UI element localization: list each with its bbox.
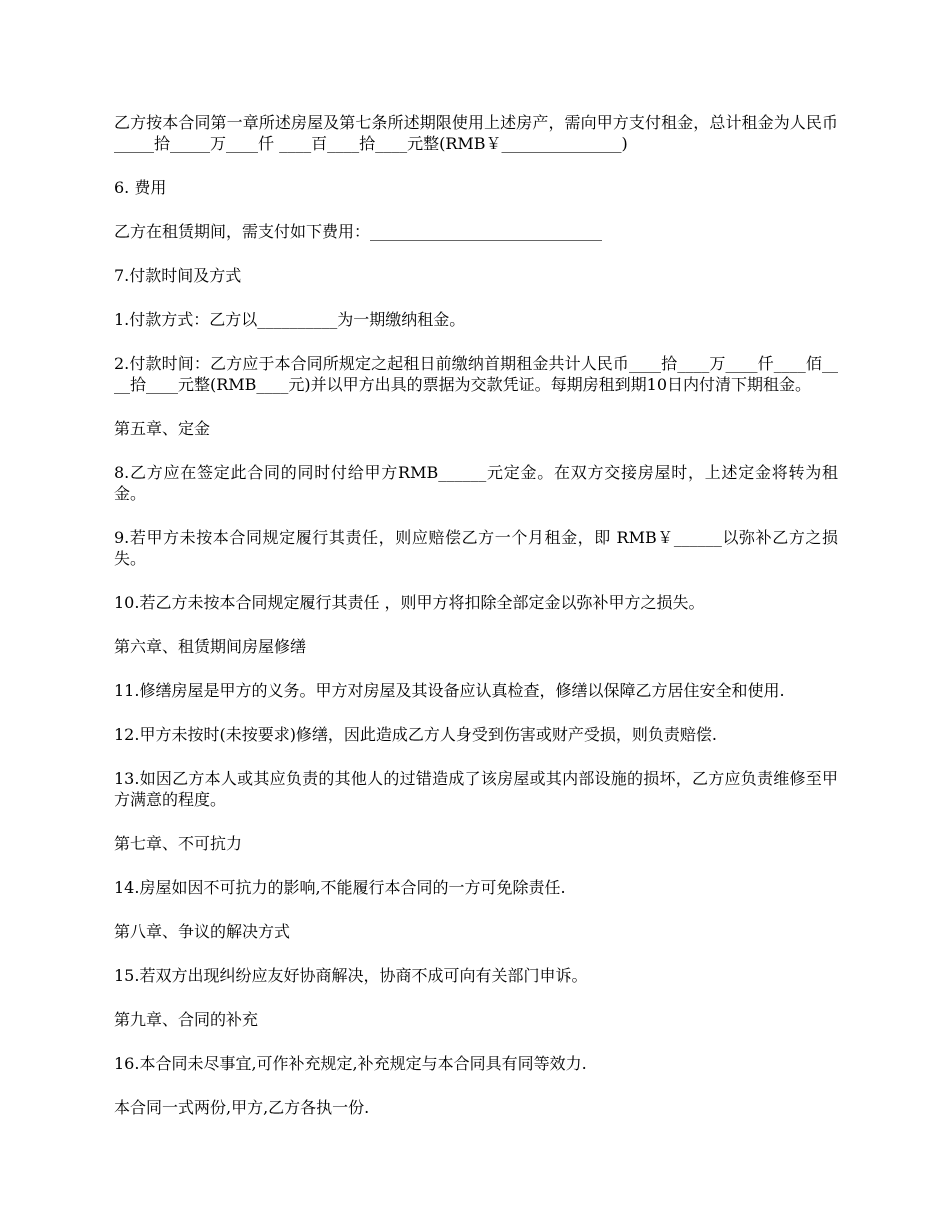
clause-8-paragraph: 8.乙方应在签定此合同的同时付给甲方RMB______元定金。在双方交接房屋时，上述定金将转为租金。	[114, 463, 838, 503]
chapter-heading-force-majeure: 第七章、不可抗力	[114, 834, 243, 853]
clause-13-paragraph: 13.如因乙方本人或其应负责的其他人的过错造成了该房屋或其内部设施的损坏，乙方应负责维修至甲方满意的程度。	[114, 769, 838, 809]
fees-paragraph: 乙方在租赁期间，需支付如下费用：_____________________________	[114, 222, 603, 241]
rent-total-paragraph: 乙方按本合同第一章所述房屋及第七条所述期限使用上述房产，需向甲方支付租金，总计租金为人民币_____拾_____万____仟 ____百____拾____元整(RMB￥_______________)	[114, 113, 838, 153]
chapter-heading-repairs: 第六章、租赁期间房屋修缮	[114, 637, 307, 656]
section-heading-payment: 7.付款时间及方式	[114, 266, 242, 285]
clause-11-paragraph: 11.修缮房屋是甲方的义务。甲方对房屋及其设备应认真检查，修缮以保障乙方居住安全和使用.	[114, 681, 785, 700]
clause-14-paragraph: 14.房屋如因不可抗力的影响,不能履行本合同的一方可免除责任.	[114, 878, 566, 897]
payment-method-paragraph: 1.付款方式：乙方以__________为一期缴纳租金。	[114, 310, 466, 329]
chapter-heading-deposit: 第五章、定金	[114, 419, 211, 438]
clause-9-paragraph: 9.若甲方未按本合同规定履行其责任，则应赔偿乙方一个月租金，即 RMB￥______以弥补乙方之损失。	[114, 528, 838, 568]
clause-10-paragraph: 10.若乙方未按本合同规定履行其责任 ，则甲方将扣除全部定金以弥补甲方之损失。	[114, 593, 705, 612]
chapter-heading-disputes: 第八章、争议的解决方式	[114, 922, 291, 941]
clause-12-paragraph: 12.甲方未按时(未按要求)修缮，因此造成乙方人身受到伤害或财产受损，则负责赔偿.	[114, 725, 718, 744]
payment-time-paragraph: 2.付款时间：乙方应于本合同所规定之起租日前缴纳首期租金共计人民币____拾____万____仟____佰____拾____元整(RMB____元)并以甲方出具的票据为交款凭证。每期房租到期10日内付清下期租金。	[114, 354, 838, 394]
copies-paragraph: 本合同一式两份,甲方,乙方各执一份.	[114, 1098, 370, 1117]
chapter-heading-supplement: 第九章、合同的补充	[114, 1010, 259, 1029]
clause-16-paragraph: 16.本合同未尽事宜,可作补充规定,补充规定与本合同具有同等效力.	[114, 1054, 587, 1073]
section-heading-fees: 6. 费用	[114, 178, 167, 197]
document-page	[114, 112, 838, 1141]
clause-15-paragraph: 15.若双方出现纠纷应友好协商解决，协商不成可向有关部门申诉。	[114, 966, 588, 985]
